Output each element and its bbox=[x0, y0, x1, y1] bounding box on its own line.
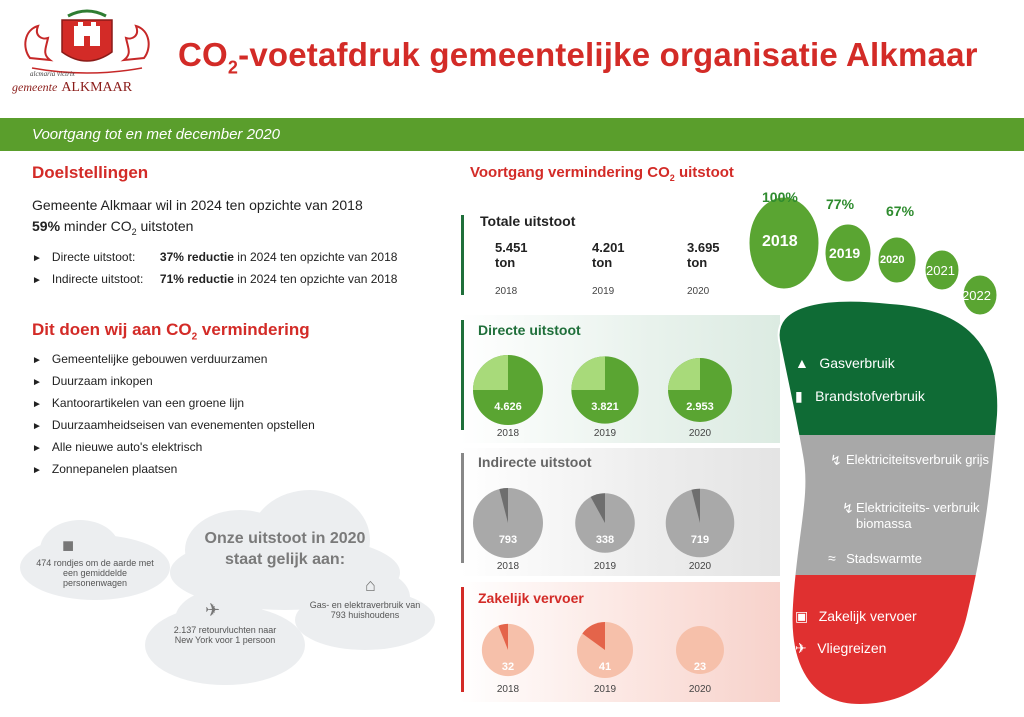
goals-target-tail: uitstoten bbox=[140, 218, 194, 234]
cloud-main-line1: Onze uitstoot in 2020 bbox=[204, 530, 366, 547]
bullet-icon: ► bbox=[32, 399, 42, 410]
plane-icon: ✈ bbox=[795, 640, 807, 656]
bullet-icon: ► bbox=[32, 253, 42, 264]
list-item-label: Duurzaamheidseisen van evenementen opstellen bbox=[51, 418, 315, 432]
goals-target bbox=[32, 218, 193, 237]
bullet-icon: ► bbox=[32, 355, 42, 366]
total-year: 2018 bbox=[495, 286, 518, 297]
direct-heading: Directe uitstoot bbox=[478, 322, 581, 338]
goal-rest: in 2024 ten opzichte van 2018 bbox=[237, 272, 398, 286]
pie-year-label: 2019 bbox=[593, 684, 617, 695]
fp-item-label: Brandstofverbruik bbox=[815, 388, 925, 404]
actions-heading-tail: vermindering bbox=[201, 320, 310, 339]
list-item bbox=[32, 418, 315, 440]
total-heading: Totale uitstoot bbox=[480, 213, 576, 229]
list-item-label: Gemeentelijke gebouwen verduurzamen bbox=[51, 352, 268, 366]
pie-year-label: 2020 bbox=[688, 684, 712, 695]
logo-prefix: gemeente bbox=[12, 80, 58, 94]
pie-value-label: 3.821 bbox=[591, 401, 619, 413]
progress-heading-tail: uitstoot bbox=[678, 164, 734, 181]
page-title bbox=[178, 36, 978, 79]
list-item bbox=[32, 396, 315, 418]
fp-item-label: Gasverbruik bbox=[819, 355, 895, 371]
fp-item-label: Elektriciteits- verbruik biomassa bbox=[856, 500, 980, 531]
total-year: 2020 bbox=[687, 286, 710, 297]
pie-value-label: 4.626 bbox=[494, 401, 522, 413]
pie-year-label: 2020 bbox=[688, 428, 712, 439]
title-rest: -voetafdruk gemeentelijke organisatie Alkmaar bbox=[238, 36, 978, 73]
lightning-icon: ↯ bbox=[842, 500, 854, 516]
list-item bbox=[32, 440, 315, 462]
coat-of-arms-icon bbox=[12, 8, 162, 78]
cloud-house-text: Gas- en elektraverbruik van 793 huishoudens bbox=[309, 600, 421, 620]
progress-heading bbox=[470, 164, 734, 183]
goal-label: Directe uitstoot: bbox=[51, 250, 136, 264]
bullet-icon: ► bbox=[32, 275, 42, 286]
fp-item-fuel bbox=[795, 388, 925, 406]
fp-item-label: Vliegreizen bbox=[817, 640, 887, 656]
cloud-main-line2: staat gelijk aan: bbox=[224, 551, 346, 568]
pie-value-label: 41 bbox=[598, 661, 612, 673]
total-unit: ton bbox=[687, 255, 708, 270]
fp-item-heat bbox=[828, 550, 922, 568]
goal-bold: 71% reductie bbox=[159, 272, 234, 286]
fp-item-gas bbox=[795, 355, 895, 373]
pie-value-label: 719 bbox=[690, 534, 710, 546]
toe-year: 2022 bbox=[962, 288, 991, 303]
progress-heading-text: Voortgang vermindering CO bbox=[470, 164, 670, 181]
pie-value-label: 32 bbox=[501, 661, 515, 673]
cloud-cluster bbox=[20, 480, 440, 710]
bullet-icon: ► bbox=[32, 421, 42, 432]
bullet-icon: ► bbox=[32, 465, 42, 476]
pie-slice bbox=[473, 355, 508, 390]
fp-item-biomass bbox=[842, 500, 982, 532]
house-icon: ⌂ bbox=[365, 575, 376, 595]
goal-rest: in 2024 ten opzichte van 2018 bbox=[237, 250, 398, 264]
total-value: 4.201 bbox=[592, 240, 625, 255]
logo bbox=[12, 8, 162, 98]
fp-item-label: Elektriciteitsverbruik grijs bbox=[846, 452, 990, 467]
pie-year-label: 2019 bbox=[593, 428, 617, 439]
list-item-label: Duurzaam inkopen bbox=[51, 374, 153, 388]
pie-year-label: 2018 bbox=[496, 428, 520, 439]
car-icon: ■ bbox=[62, 535, 75, 557]
total-unit: ton bbox=[495, 255, 516, 270]
list-item bbox=[32, 352, 315, 374]
actions-heading-sub: 2 bbox=[191, 331, 198, 343]
fuel-icon: ▮ bbox=[795, 388, 803, 404]
bullet-icon: ► bbox=[32, 377, 42, 388]
toe-year: 2021 bbox=[926, 263, 955, 278]
pie-year-label: 2020 bbox=[688, 561, 712, 572]
progress-heading-sub: 2 bbox=[669, 173, 675, 183]
plane-icon: ✈ bbox=[205, 600, 221, 620]
total-value: 5.451 bbox=[495, 240, 528, 255]
pie-year-label: 2018 bbox=[496, 561, 520, 572]
fp-item-flights bbox=[795, 640, 886, 658]
section-marker bbox=[461, 215, 464, 295]
total-value: 3.695 bbox=[687, 240, 720, 255]
cloud-plane-text: 2.137 retourvluchten naar New York voor 1 persoon bbox=[173, 625, 277, 645]
pie-slice bbox=[571, 356, 605, 390]
pie-charts bbox=[460, 340, 760, 705]
toe-year: 2019 bbox=[829, 245, 861, 261]
car-icon: ▣ bbox=[795, 608, 809, 624]
total-unit: ton bbox=[592, 255, 613, 270]
fp-item-travel bbox=[795, 608, 917, 626]
goals-intro: Gemeente Alkmaar wil in 2024 ten opzichte van 2018 bbox=[32, 197, 363, 213]
bullet-icon: ► bbox=[32, 443, 42, 454]
title-sub: 2 bbox=[227, 57, 239, 78]
cloud-car-text: 474 rondjes om de aarde met een gemiddelde personenwagen bbox=[36, 558, 154, 588]
title-co: CO bbox=[178, 36, 228, 73]
fp-item-label: Zakelijk vervoer bbox=[818, 608, 917, 624]
logo-wordmark bbox=[12, 78, 132, 96]
toe-pct: 100% bbox=[762, 189, 798, 205]
pie-year-label: 2019 bbox=[593, 561, 617, 572]
goal-item-indirect bbox=[32, 272, 397, 286]
goals-pct: 59% bbox=[32, 218, 61, 234]
goals-target-text: minder CO bbox=[63, 218, 132, 234]
total-item bbox=[495, 240, 565, 297]
goal-label: Indirecte uitstoot: bbox=[51, 272, 144, 286]
actions-list bbox=[32, 352, 315, 484]
actions-heading-text: Dit doen wij aan CO bbox=[32, 320, 192, 339]
goal-bold: 37% reductie bbox=[159, 250, 234, 264]
logo-name: ALKMAAR bbox=[61, 80, 133, 95]
toe-pct: 67% bbox=[886, 203, 915, 219]
pie-value-label: 793 bbox=[498, 534, 518, 546]
pie-slice bbox=[668, 358, 700, 390]
list-item-label: Alle nieuwe auto's elektrisch bbox=[51, 440, 203, 454]
goals-target-sub: 2 bbox=[131, 226, 137, 237]
pie-year-label: 2018 bbox=[496, 684, 520, 695]
flame-icon: ▲ bbox=[795, 355, 809, 371]
travel-heading: Zakelijk vervoer bbox=[478, 590, 584, 606]
pie-value-label: 2.953 bbox=[686, 401, 714, 413]
progress-banner bbox=[0, 118, 1024, 151]
heat-icon: ≈ bbox=[828, 550, 836, 566]
pie-value-label: 23 bbox=[693, 661, 707, 673]
toe-year: 2018 bbox=[762, 233, 798, 250]
total-item bbox=[592, 240, 662, 297]
actions-heading bbox=[32, 320, 310, 342]
fp-item-label: Stadswarmte bbox=[846, 551, 923, 566]
toe-year: 2020 bbox=[880, 254, 905, 266]
goal-item-direct bbox=[32, 250, 397, 264]
list-item-label: Kantoorartikelen van een groene lijn bbox=[51, 396, 245, 410]
cloud-main-text bbox=[170, 528, 400, 570]
total-year: 2019 bbox=[592, 286, 615, 297]
banner-text: Voortgang tot en met december 2020 bbox=[32, 126, 280, 143]
list-item bbox=[32, 374, 315, 396]
indirect-heading: Indirecte uitstoot bbox=[478, 454, 592, 470]
pie-value-label: 338 bbox=[595, 534, 615, 546]
lightning-icon: ↯ bbox=[830, 452, 842, 468]
list-item-label: Zonnepanelen plaatsen bbox=[51, 462, 178, 476]
goals-heading: Doelstellingen bbox=[32, 163, 149, 182]
toe-pct: 77% bbox=[826, 196, 855, 212]
fp-item-grey-electricity bbox=[830, 452, 990, 468]
logo-motto: alcmaria victrix bbox=[30, 70, 75, 78]
